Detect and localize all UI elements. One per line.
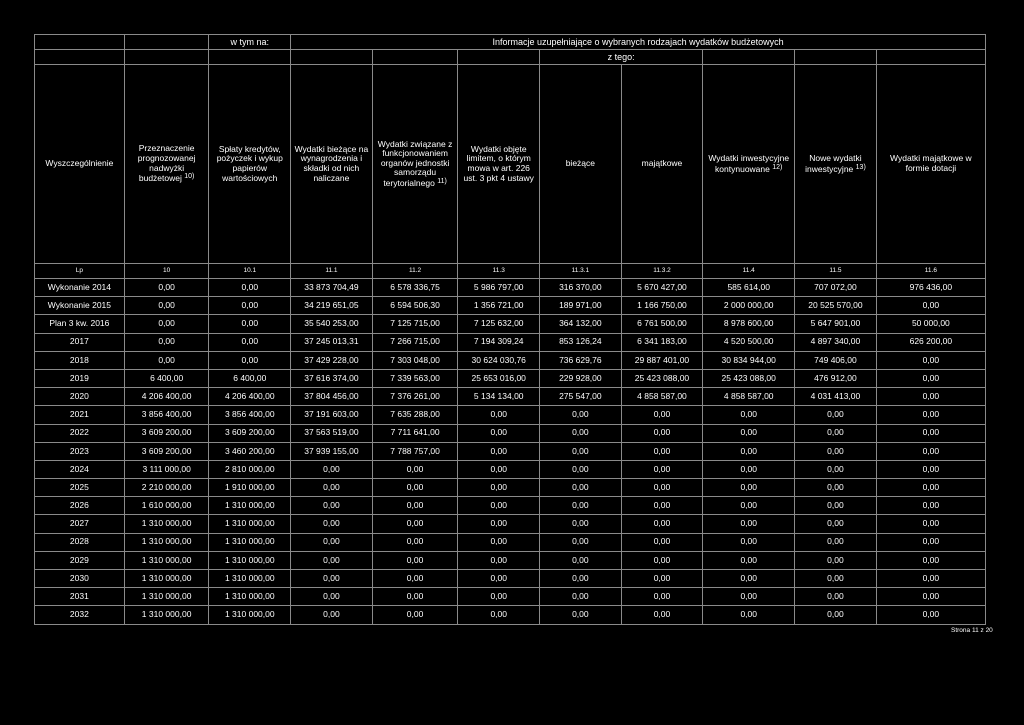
value-cell: 0,00: [458, 406, 540, 424]
footnote-marker: 11): [437, 177, 447, 185]
value-cell: 2 810 000,00: [209, 460, 291, 478]
value-cell: 0,00: [795, 515, 877, 533]
column-header: [703, 65, 795, 264]
value-cell: 976 436,00: [876, 279, 985, 297]
value-cell: 0,00: [795, 533, 877, 551]
value-cell: 0,00: [372, 460, 458, 478]
value-cell: 0,00: [621, 570, 703, 588]
row-label: 2029: [35, 551, 125, 569]
value-cell: 0,00: [876, 606, 985, 624]
table-row: [35, 297, 986, 315]
table-row: [35, 279, 986, 297]
value-cell: 0,00: [540, 606, 622, 624]
value-cell: 0,00: [703, 460, 795, 478]
z-tego-label: z tego:: [540, 50, 703, 65]
value-cell: 7 376 261,00: [372, 388, 458, 406]
value-cell: 7 125 632,00: [458, 315, 540, 333]
value-cell: 0,00: [703, 606, 795, 624]
value-cell: 0,00: [703, 533, 795, 551]
value-cell: 0,00: [703, 406, 795, 424]
value-cell: 7 125 715,00: [372, 315, 458, 333]
table-row: [35, 406, 986, 424]
value-cell: 1 310 000,00: [124, 588, 209, 606]
column-header: [372, 65, 458, 264]
value-cell: 0,00: [291, 588, 373, 606]
column-header-label: Wyszczególnienie: [45, 158, 114, 169]
value-cell: 4 858 587,00: [621, 388, 703, 406]
value-cell: 37 804 456,00: [291, 388, 373, 406]
value-cell: 0,00: [795, 479, 877, 497]
value-cell: 0,00: [540, 406, 622, 424]
value-cell: 37 563 519,00: [291, 424, 373, 442]
value-cell: 37 191 603,00: [291, 406, 373, 424]
header-blank-cell: [124, 50, 209, 65]
value-cell: 0,00: [291, 570, 373, 588]
lp-row: [35, 264, 986, 279]
value-cell: 37 245 013,31: [291, 333, 373, 351]
budget-expenditure-table: [34, 34, 986, 625]
value-cell: 0,00: [291, 551, 373, 569]
header-blank-cell: [291, 50, 373, 65]
column-header-label: Wydatki majątkowe w formie dotacji: [890, 153, 972, 173]
value-cell: 50 000,00: [876, 315, 985, 333]
value-cell: 3 609 200,00: [124, 424, 209, 442]
value-cell: 0,00: [621, 551, 703, 569]
value-cell: 0,00: [621, 460, 703, 478]
value-cell: 6 400,00: [209, 369, 291, 387]
value-cell: 3 460 200,00: [209, 442, 291, 460]
value-cell: 0,00: [540, 588, 622, 606]
lp-cell: 10.1: [209, 264, 291, 279]
footnote-marker: 10): [184, 173, 195, 181]
value-cell: 229 928,00: [540, 369, 622, 387]
column-header: [540, 65, 622, 264]
column-header-label: Przeznaczenie prognozowanej nadwyżki budżetowej: [137, 143, 196, 184]
value-cell: 1 310 000,00: [209, 515, 291, 533]
value-cell: 37 616 374,00: [291, 369, 373, 387]
value-cell: 0,00: [795, 424, 877, 442]
column-header-label: Wydatki objęte limitem, o którym mowa w art. 226 ust. 3 pkt 4 ustawy: [463, 143, 534, 183]
value-cell: 0,00: [458, 515, 540, 533]
lp-cell: 11.4: [703, 264, 795, 279]
column-header: [876, 65, 985, 264]
value-cell: 5 134 134,00: [458, 388, 540, 406]
value-cell: 0,00: [291, 460, 373, 478]
row-label: 2019: [35, 369, 125, 387]
value-cell: 4 206 400,00: [124, 388, 209, 406]
value-cell: 189 971,00: [540, 297, 622, 315]
value-cell: 0,00: [372, 515, 458, 533]
value-cell: 0,00: [209, 351, 291, 369]
value-cell: 0,00: [876, 533, 985, 551]
table-row: [35, 588, 986, 606]
row-label: 2018: [35, 351, 125, 369]
value-cell: 0,00: [540, 533, 622, 551]
value-cell: 0,00: [209, 333, 291, 351]
value-cell: 7 339 563,00: [372, 369, 458, 387]
value-cell: 1 310 000,00: [209, 570, 291, 588]
value-cell: 0,00: [795, 406, 877, 424]
value-cell: 1 310 000,00: [124, 533, 209, 551]
row-label: 2021: [35, 406, 125, 424]
value-cell: 7 788 757,00: [372, 442, 458, 460]
value-cell: 0,00: [124, 351, 209, 369]
value-cell: 749 406,00: [795, 351, 877, 369]
value-cell: 0,00: [540, 460, 622, 478]
value-cell: 476 912,00: [795, 369, 877, 387]
table-row: [35, 551, 986, 569]
value-cell: 35 540 253,00: [291, 315, 373, 333]
row-label: 2020: [35, 388, 125, 406]
table-row: [35, 369, 986, 387]
value-cell: 0,00: [458, 588, 540, 606]
table-row: [35, 351, 986, 369]
row-label: 2031: [35, 588, 125, 606]
value-cell: 0,00: [458, 551, 540, 569]
value-cell: 0,00: [458, 424, 540, 442]
value-cell: 0,00: [209, 297, 291, 315]
column-header-label: majątkowe: [641, 158, 683, 169]
value-cell: 37 429 228,00: [291, 351, 373, 369]
value-cell: 0,00: [124, 315, 209, 333]
w-tym-na-label: w tym na:: [209, 35, 291, 50]
value-cell: 1 910 000,00: [209, 479, 291, 497]
value-cell: 0,00: [621, 497, 703, 515]
header-blank-cell: [703, 50, 795, 65]
value-cell: 707 072,00: [795, 279, 877, 297]
value-cell: 0,00: [795, 497, 877, 515]
value-cell: 0,00: [458, 460, 540, 478]
value-cell: 0,00: [876, 442, 985, 460]
value-cell: 29 887 401,00: [621, 351, 703, 369]
value-cell: 1 610 000,00: [124, 497, 209, 515]
value-cell: 0,00: [621, 533, 703, 551]
value-cell: 0,00: [458, 479, 540, 497]
value-cell: 5 986 797,00: [458, 279, 540, 297]
row-label: Plan 3 kw. 2016: [35, 315, 125, 333]
lp-cell: 11.3: [458, 264, 540, 279]
value-cell: 7 303 048,00: [372, 351, 458, 369]
value-cell: 316 370,00: [540, 279, 622, 297]
value-cell: 0,00: [795, 588, 877, 606]
table-row: [35, 570, 986, 588]
header-blank-cell: [372, 50, 458, 65]
header-row-2: [35, 50, 986, 65]
value-cell: 0,00: [372, 551, 458, 569]
value-cell: 0,00: [291, 479, 373, 497]
lp-cell: 11.6: [876, 264, 985, 279]
table-row: [35, 606, 986, 624]
row-label: 2017: [35, 333, 125, 351]
value-cell: 1 310 000,00: [124, 551, 209, 569]
value-cell: 1 356 721,00: [458, 297, 540, 315]
value-cell: 25 423 088,00: [703, 369, 795, 387]
value-cell: 7 194 309,24: [458, 333, 540, 351]
value-cell: 0,00: [795, 460, 877, 478]
header-blank-cell: [35, 35, 125, 50]
value-cell: 5 647 901,00: [795, 315, 877, 333]
value-cell: 0,00: [703, 515, 795, 533]
value-cell: 1 310 000,00: [209, 588, 291, 606]
value-cell: 0,00: [876, 551, 985, 569]
value-cell: 0,00: [372, 606, 458, 624]
value-cell: 0,00: [124, 333, 209, 351]
value-cell: 1 310 000,00: [124, 515, 209, 533]
value-cell: 3 609 200,00: [124, 442, 209, 460]
value-cell: 0,00: [124, 297, 209, 315]
value-cell: 34 219 651,05: [291, 297, 373, 315]
value-cell: 0,00: [876, 424, 985, 442]
row-label: 2030: [35, 570, 125, 588]
value-cell: 275 547,00: [540, 388, 622, 406]
value-cell: 0,00: [458, 570, 540, 588]
value-cell: 2 000 000,00: [703, 297, 795, 315]
value-cell: 0,00: [621, 479, 703, 497]
value-cell: 0,00: [540, 570, 622, 588]
value-cell: 626 200,00: [876, 333, 985, 351]
value-cell: 1 310 000,00: [124, 570, 209, 588]
lp-cell: 10: [124, 264, 209, 279]
value-cell: 3 111 000,00: [124, 460, 209, 478]
value-cell: 0,00: [703, 424, 795, 442]
value-cell: 8 978 600,00: [703, 315, 795, 333]
row-label: 2026: [35, 497, 125, 515]
value-cell: 1 310 000,00: [209, 606, 291, 624]
value-cell: 3 609 200,00: [209, 424, 291, 442]
header-blank-cell: [35, 50, 125, 65]
value-cell: 0,00: [540, 515, 622, 533]
value-cell: 0,00: [795, 570, 877, 588]
row-label: 2025: [35, 479, 125, 497]
footnote-marker: 13): [855, 163, 866, 171]
value-cell: 37 939 155,00: [291, 442, 373, 460]
value-cell: 4 206 400,00: [209, 388, 291, 406]
value-cell: 4 031 413,00: [795, 388, 877, 406]
table-row: [35, 388, 986, 406]
value-cell: 0,00: [876, 369, 985, 387]
value-cell: 5 670 427,00: [621, 279, 703, 297]
value-cell: 0,00: [540, 424, 622, 442]
row-label: Wykonanie 2014: [35, 279, 125, 297]
header-blank-cell: [124, 35, 209, 50]
value-cell: 0,00: [540, 497, 622, 515]
table-row: [35, 533, 986, 551]
lp-cell: 11.3.2: [621, 264, 703, 279]
value-cell: 0,00: [291, 497, 373, 515]
value-cell: 0,00: [540, 551, 622, 569]
value-cell: 4 858 587,00: [703, 388, 795, 406]
value-cell: 0,00: [209, 279, 291, 297]
value-cell: 853 126,24: [540, 333, 622, 351]
value-cell: 0,00: [209, 315, 291, 333]
value-cell: 25 423 088,00: [621, 369, 703, 387]
value-cell: 0,00: [876, 570, 985, 588]
header-blank-cell: [795, 50, 877, 65]
value-cell: 0,00: [876, 460, 985, 478]
value-cell: 0,00: [876, 297, 985, 315]
lp-cell: 11.1: [291, 264, 373, 279]
value-cell: 0,00: [876, 515, 985, 533]
value-cell: 0,00: [703, 570, 795, 588]
value-cell: 0,00: [540, 442, 622, 460]
row-label: 2022: [35, 424, 125, 442]
table-row: [35, 442, 986, 460]
value-cell: 7 711 641,00: [372, 424, 458, 442]
value-cell: 0,00: [372, 588, 458, 606]
value-cell: 0,00: [795, 606, 877, 624]
table-row: [35, 479, 986, 497]
value-cell: 0,00: [540, 479, 622, 497]
column-header-row: [35, 65, 986, 264]
value-cell: 0,00: [876, 351, 985, 369]
table-row: [35, 333, 986, 351]
lp-cell: 11.3.1: [540, 264, 622, 279]
value-cell: 0,00: [372, 497, 458, 515]
footnote-marker: 12): [772, 163, 783, 171]
row-label: 2027: [35, 515, 125, 533]
header-blank-cell: [209, 50, 291, 65]
row-label: 2024: [35, 460, 125, 478]
value-cell: 0,00: [703, 479, 795, 497]
table-row: [35, 497, 986, 515]
header-blank-cell: [458, 50, 540, 65]
lp-cell: Lp: [35, 264, 125, 279]
column-header: [795, 65, 877, 264]
value-cell: 0,00: [876, 406, 985, 424]
header-row-1: [35, 35, 986, 50]
row-label: Wykonanie 2015: [35, 297, 125, 315]
value-cell: 0,00: [458, 533, 540, 551]
column-header: [35, 65, 125, 264]
value-cell: 2 210 000,00: [124, 479, 209, 497]
value-cell: 0,00: [621, 424, 703, 442]
value-cell: 0,00: [621, 606, 703, 624]
column-header-label: Wydatki związane z funkcjonowaniem organów jednostki samorządu terytorialnego: [377, 138, 453, 188]
row-label: 2023: [35, 442, 125, 460]
value-cell: 0,00: [703, 442, 795, 460]
value-cell: 6 341 183,00: [621, 333, 703, 351]
info-title: Informacje uzupełniające o wybranych rodzajach wydatków budżetowych: [291, 35, 986, 50]
value-cell: 0,00: [372, 570, 458, 588]
column-header: [458, 65, 540, 264]
value-cell: 364 132,00: [540, 315, 622, 333]
value-cell: 0,00: [795, 551, 877, 569]
value-cell: 0,00: [876, 588, 985, 606]
value-cell: 0,00: [372, 479, 458, 497]
value-cell: 0,00: [621, 588, 703, 606]
value-cell: 0,00: [876, 388, 985, 406]
value-cell: 30 834 944,00: [703, 351, 795, 369]
value-cell: 3 856 400,00: [209, 406, 291, 424]
column-header-label: Nowe wydatki inwestycyjne: [805, 152, 862, 174]
value-cell: 7 635 288,00: [372, 406, 458, 424]
value-cell: 0,00: [124, 279, 209, 297]
value-cell: 0,00: [703, 497, 795, 515]
value-cell: 0,00: [621, 442, 703, 460]
value-cell: 0,00: [703, 551, 795, 569]
value-cell: 4 520 500,00: [703, 333, 795, 351]
value-cell: 1 310 000,00: [209, 497, 291, 515]
value-cell: 0,00: [458, 442, 540, 460]
column-header-label: Wydatki bieżące na wynagrodzenia i składki od nich naliczane: [294, 143, 369, 183]
column-header: [124, 65, 209, 264]
value-cell: 0,00: [291, 533, 373, 551]
row-label: 2028: [35, 533, 125, 551]
value-cell: 3 856 400,00: [124, 406, 209, 424]
row-label: 2032: [35, 606, 125, 624]
table-row: [35, 460, 986, 478]
value-cell: 585 614,00: [703, 279, 795, 297]
column-header: [621, 65, 703, 264]
value-cell: 1 310 000,00: [209, 551, 291, 569]
column-header-label: bieżące: [565, 158, 596, 169]
value-cell: 25 653 016,00: [458, 369, 540, 387]
table-row: [35, 515, 986, 533]
value-cell: 1 310 000,00: [209, 533, 291, 551]
column-header: [291, 65, 373, 264]
value-cell: 20 525 570,00: [795, 297, 877, 315]
value-cell: 6 594 506,30: [372, 297, 458, 315]
page-number: Strona 11 z 20: [951, 627, 993, 634]
value-cell: 0,00: [291, 606, 373, 624]
value-cell: 6 400,00: [124, 369, 209, 387]
value-cell: 0,00: [372, 533, 458, 551]
value-cell: 4 897 340,00: [795, 333, 877, 351]
value-cell: 0,00: [703, 588, 795, 606]
column-header: [209, 65, 291, 264]
value-cell: 1 310 000,00: [124, 606, 209, 624]
value-cell: 30 624 030,76: [458, 351, 540, 369]
value-cell: 0,00: [458, 606, 540, 624]
value-cell: 0,00: [876, 497, 985, 515]
column-header-label: Wydatki inwestycyjne kontynuowane: [708, 152, 790, 174]
value-cell: 0,00: [621, 406, 703, 424]
lp-cell: 11.5: [795, 264, 877, 279]
value-cell: 0,00: [458, 497, 540, 515]
column-header-label: Spłaty kredytów, pożyczek i wykup papierów wartościowych: [216, 143, 283, 183]
value-cell: 0,00: [621, 515, 703, 533]
header-blank-cell: [876, 50, 985, 65]
value-cell: 1 166 750,00: [621, 297, 703, 315]
value-cell: 33 873 704,49: [291, 279, 373, 297]
value-cell: 736 629,76: [540, 351, 622, 369]
value-cell: 6 578 336,75: [372, 279, 458, 297]
lp-cell: 11.2: [372, 264, 458, 279]
table-row: [35, 315, 986, 333]
value-cell: 0,00: [876, 479, 985, 497]
value-cell: 7 266 715,00: [372, 333, 458, 351]
value-cell: 6 761 500,00: [621, 315, 703, 333]
table-row: [35, 424, 986, 442]
value-cell: 0,00: [795, 442, 877, 460]
value-cell: 0,00: [291, 515, 373, 533]
